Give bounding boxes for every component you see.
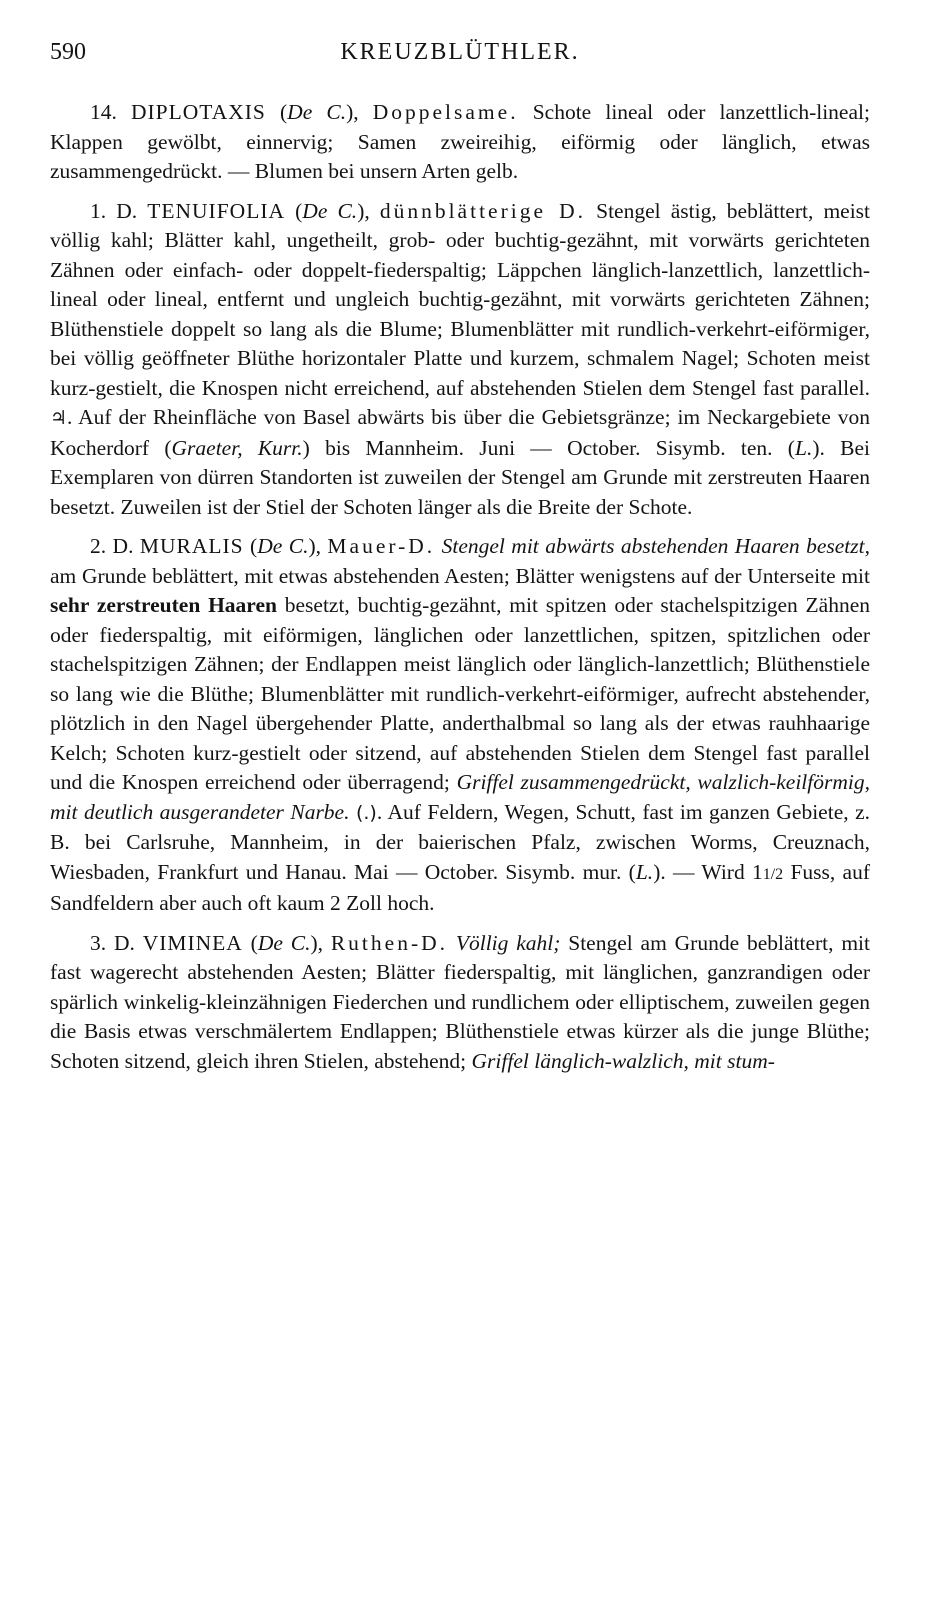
habitat-text: ) bis Mannheim. Juni — October. Sisymb. ten. ( bbox=[302, 435, 795, 460]
species-name: VIMINEA bbox=[142, 930, 243, 955]
size-note: Fuss, auf Sandfeldern aber auch oft kaum 2 Zoll hoch. bbox=[50, 859, 870, 915]
perennial-symbol: ♃ bbox=[50, 407, 68, 429]
species-name: TENUIFOLIA bbox=[147, 198, 286, 223]
species-description: besetzt, buchtig-gezähnt, mit spitzen oder stachelspitzigen Zähnen oder fiederspaltig, mit eiförmigen, länglichen oder lanzettlichen, spitzen, spitzlichen oder stachelspitzigen Zähnen; der Endlappen meist länglich oder länglich-lanzettlich; Blüthenstiele so lang wie die Blüthe; Blumenblätter mit rundlich-verkehrt-eiförmiger, aufrecht abstehender, plötzlich in den Nagel übergehender Platte, anderthalbmal so lang als der etwas rauhhaarige Kelch; Schoten kurz-gestielt oder sitzend, auf abstehenden Stielen dem Stengel fast parallel und die Knospen erreichend oder überragend; bbox=[50, 593, 870, 794]
species-entry-muralis: 2. D. MURALIS (De C.), Mauer-D. Stengel mit abwärts abstehenden Haaren besetzt, am Grunde beblättert, mit etwas abstehenden Aesten; Blätter wenigstens auf der Unterseite mit sehr zerstreuten Haaren besetzt, buchtig-gezähnt, mit spitzen oder stachelspitzigen Zähnen oder fiederspaltig, mit eiförmigen, länglichen oder lanzettlichen, spitzen, spitzlichen oder stachelspitzigen Zähnen; der Endlappen meist länglich oder länglich-lanzettlich; Blüthenstiele so lang wie die Blüthe; Blumenblätter mit rundlich-verkehrt-eiförmiger, aufrecht abstehender, plötzlich in den Nagel übergehender Platte, anderthalbmal so lang als der etwas rauhhaarige Kelch; Schoten kurz-gestielt oder sitzend, auf abstehenden Stielen dem Stengel fast parallel und die Knospen erreichend oder überragend; Griffel zusammengedrückt, walzlich-keilförmig, mit deutlich ausgerandeter Narbe. (.). Auf Feldern, Wegen, Schutt, fast im ganzen Gebiete, z. B. bei Carlsruhe, Mannheim, in der baierischen Pfalz, zwischen Worms, Creuznach, Wiesbaden, Frankfurt und Hanau. Mai — October. Sisymb. mur. (L.). — Wird 11/2 Fuss, auf Sandfeldern aber auch oft kaum 2 Zoll hoch. bbox=[50, 534, 871, 915]
species-entry-tenuifolia: 1. D. TENUIFOLIA (De C.), dünnblätterige D. Stengel ästig, beblättert, meist völlig kahl; Blätter kahl, ungetheilt, grob- oder buchtig-gezähnt, mit vorwärts gerichteten Zähnen oder einfach- oder doppelt-fiederspaltig; Läppchen länglich-lanzettlich, lanzettlich-lineal oder lineal, entfernt und ungleich buchtig-gezähnt, mit vorwärts gerichteten Zähnen; Blüthenstiele doppelt so lang als die Blume; Blumenblätter mit rundlich-verkehrt-eiförmiger, bei völlig geöffneter Blüthe horizontaler Platte und kurzem, schmalem Nagel; Schoten meist kurz-gestielt, die Knospen nicht erreichend, auf abstehenden Stielen dem Stengel fast parallel. ♃. Auf der Rheinfläche von Basel abwärts bis über die Gebietsgränze; im Neckargebiete von Kocherdorf (Graeter, Kurr.) bis Mannheim. Juni — October. Sisymb. ten. (L.). Bei Exemplaren von dürren Standorten ist zuweilen der Stengel am Grunde mit zerstreuten Haaren besetzt. Zuweilen ist der Stiel der Schoten länger als die Breite der Schote. bbox=[50, 198, 871, 519]
species-key-trait: Stengel mit abwärts abstehenden Haaren besetzt bbox=[441, 534, 865, 558]
genus-name: DIPLOTAXIS bbox=[131, 100, 266, 124]
species-author: De C. bbox=[257, 534, 309, 558]
species-description: , am Grunde beblättert, mit etwas abstehenden Aesten; Blätter wenigstens auf der Unterseite mit bbox=[50, 534, 870, 588]
book-page bbox=[50, 38, 870, 1086]
genus-common-name: Doppelsame. bbox=[372, 100, 519, 124]
size-note: — Wird 1 bbox=[673, 859, 763, 884]
habitat-text: ). bbox=[653, 859, 666, 884]
genus-number: 14. bbox=[90, 100, 117, 124]
page-number: 590 bbox=[50, 39, 86, 65]
habitat-text: . Auf der Rheinfläche von Basel abwärts bis über die Gebietsgränze; im Neckargebiete von Kocherdorf ( bbox=[50, 405, 870, 460]
size-fraction: 1/2 bbox=[762, 865, 784, 883]
page-header bbox=[50, 38, 870, 72]
genus-author: De C. bbox=[287, 100, 347, 124]
species-key-trait: Griffel länglich-walzlich, mit stum- bbox=[471, 1048, 775, 1073]
species-name: MURALIS bbox=[139, 534, 244, 558]
species-entry-viminea: 3. D. VIMINEA (De C.), Ruthen-D. Völlig kahl; Stengel am Grunde beblättert, mit fast wagerecht abstehenden Aesten; Blätter fiederspaltig, mit länglichen, ganzrandigen oder spärlich winkelig-kleinzähnigen Fiederchen und rundlichem oder elliptischem, zuweilen gegen die Basis etwas verschmälertem Endlappen; Blüthenstiele etwas kürzer als die junge Blüthe; Schoten sitzend, gleich ihren Stielen, abstehend; Griffel länglich-walzlich, mit stum- bbox=[50, 930, 871, 1073]
species-author: De C. bbox=[257, 930, 311, 955]
species-common-name: Mauer-D. bbox=[327, 534, 436, 558]
species-number: 3. D. bbox=[90, 930, 135, 955]
genus-description: Schote lineal oder lanzettlich-lineal; Klappen gewölbt, einnervig; Samen zweireihig, eiförmig oder länglich, etwas zusammengedrückt. — Blumen bei unsern Arten gelb. bbox=[50, 100, 870, 183]
species-number: 1. D. bbox=[90, 198, 138, 223]
synonym-author: L. bbox=[794, 435, 813, 460]
species-key-trait: Völlig kahl; bbox=[455, 930, 561, 955]
species-description: Stengel ästig, beblättert, meist völlig kahl; Blätter kahl, ungetheilt, grob- oder buchtig-gezähnt, mit vorwärts gerichteten Zähnen oder einfach- oder doppelt-fiederspaltig; Läppchen länglich-lanzettlich, lanzettlich-lineal oder lineal, entfernt und ungleich buchtig-gezähnt, mit vorwärts gerichteten Zähnen; Blüthenstiele doppelt so lang als die Blume; Blumenblätter mit rundlich-verkehrt-eiförmiger, bei völlig geöffneter Blüthe horizontaler Platte und kurzem, schmalem Nagel; Schoten meist kurz-gestielt, die Knospen nicht erreichend, auf abstehenden Stielen dem Stengel fast parallel. bbox=[50, 198, 871, 400]
species-number: 2. D. bbox=[90, 534, 134, 558]
running-title: KREUZBLÜTHLER. bbox=[340, 39, 580, 65]
species-key-trait: Griffel zusammengedrückt, walzlich-keilförmig, mit deutlich ausgerandeter Narbe. bbox=[50, 770, 870, 824]
synonym-author: L. bbox=[635, 859, 654, 884]
genus-entry: 14. DIPLOTAXIS (De C.), Doppelsame. Schote lineal oder lanzettlich-lineal; Klappen gewölbt, einnervig; Samen zweireihig, eiförmig oder länglich, etwas zusammengedrückt. — Blumen bei unsern Arten gelb. bbox=[50, 100, 870, 183]
collectors: Graeter, Kurr. bbox=[171, 435, 303, 460]
annual-symbol: (.) bbox=[355, 801, 377, 824]
species-description: Stengel am Grunde beblättert, mit fast wagerecht abstehenden Aesten; Blätter fiederspaltig, mit länglichen, ganzrandigen oder spärlich winkelig-kleinzähnigen Fiederchen und rundlichem oder elliptischem, zuweilen gegen die Basis etwas verschmälertem Endlappen; Blüthenstiele etwas kürzer als die junge Blüthe; Schoten sitzend, gleich ihren Stielen, abstehend; bbox=[50, 930, 871, 1073]
species-author: De C. bbox=[302, 198, 358, 223]
habitat-text: ). Bei Exemplaren von dürren Standorten ist zuweilen der Stengel am Grunde mit zerstreuten Haaren besetzt. Zuweilen ist der Stiel der Schoten länger als die Breite der Schote. bbox=[50, 435, 870, 519]
species-common-name: dünnblätterige D. bbox=[379, 198, 587, 223]
habitat-text: . Auf Feldern, Wegen, Schutt, fast im ganzen Gebiete, z. B. bei Carlsruhe, Mannheim, in der baierischen Pfalz, zwischen Worms, Creuznach, Wiesbaden, Frankfurt und Hanau. Mai — October. Sisymb. mur. ( bbox=[50, 799, 871, 884]
species-bold-trait: sehr zerstreuten Haaren bbox=[50, 593, 277, 617]
species-common-name: Ruthen-D. bbox=[330, 930, 449, 955]
